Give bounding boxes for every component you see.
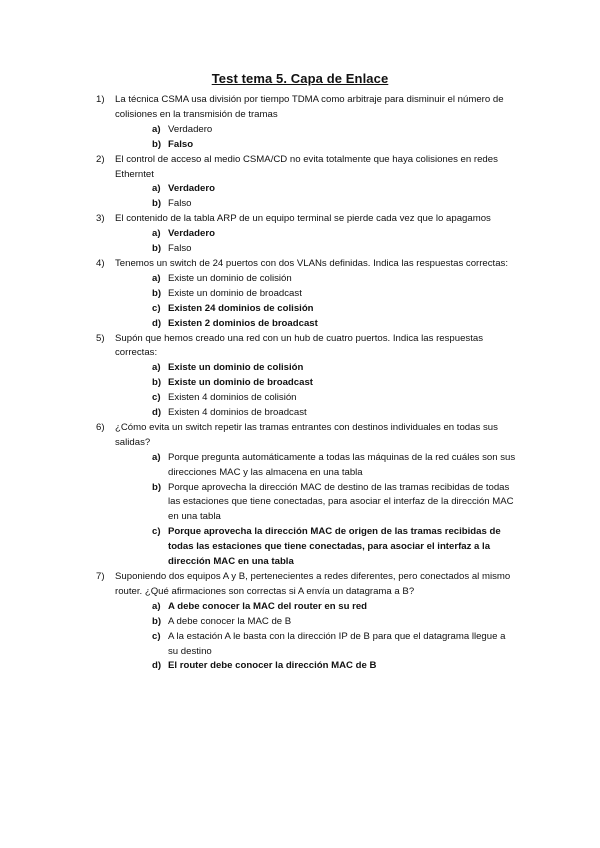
option-d (115, 406, 516, 421)
option-list (115, 182, 516, 212)
question-5 (96, 332, 516, 421)
question-7 (96, 570, 516, 674)
option-text: Existe un dominio de broadcast (168, 377, 313, 389)
question-text: Suponiendo dos equipos A y B, pertenecientes a redes diferentes, pero conectados al mismo router. ¿Qué afirmaciones son correctas si A envía un datagrama a B? (115, 571, 511, 597)
option-text: Porque aprovecha la dirección MAC de destino de las tramas recibidas de todas las estaciones que tiene conectadas, para asociar el interfaz de la dirección MAC en una tabla (168, 481, 514, 523)
option-letter: b) (152, 615, 162, 627)
question-text: ¿Cómo evita un switch repetir las tramas entrantes con destinos individuales en todas sus salidas? (115, 421, 498, 448)
option-c (115, 302, 516, 317)
option-text: El router debe conocer la dirección MAC de B (168, 660, 377, 672)
document-title: Test tema 5. Capa de Enlace (211, 71, 389, 86)
question-1 (96, 93, 516, 153)
question-text: La técnica CSMA usa división por tiempo TDMA como arbitraje para disminuir el número de colisiones en la transmisión de tramas (115, 94, 504, 120)
question-number: 1) (96, 94, 105, 105)
question-number: 2) (96, 153, 105, 165)
option-text: Existe un dominio de colisión (168, 362, 304, 374)
option-b (115, 138, 516, 153)
option-a (115, 600, 516, 615)
option-list (115, 361, 516, 421)
option-text: A debe conocer la MAC del router en su red (168, 600, 368, 612)
question-2 (96, 153, 516, 213)
question-number: 3) (96, 213, 105, 225)
option-c (115, 391, 516, 406)
option-c (115, 630, 516, 660)
option-letter: d) (152, 660, 162, 672)
question-number: 5) (96, 332, 105, 344)
question-3 (96, 212, 516, 257)
option-letter: d) (152, 317, 162, 329)
question-list (96, 93, 516, 674)
option-b (115, 197, 516, 212)
option-letter: b) (152, 198, 162, 210)
question-6 (96, 421, 516, 570)
option-text: Porque pregunta automáticamente a todas las máquinas de la red cuáles son sus direcciones MAC y las almacena en una tabla (168, 451, 516, 478)
option-list (115, 227, 516, 257)
option-letter: c) (152, 392, 161, 404)
option-text: Falso (168, 243, 192, 255)
option-d (115, 317, 516, 332)
option-letter: b) (152, 243, 162, 255)
option-letter: b) (152, 287, 162, 299)
option-list (115, 123, 516, 153)
option-text: Existe un dominio de broadcast (168, 287, 302, 299)
option-a (115, 451, 516, 481)
option-c (115, 525, 516, 570)
option-text: A la estación A le basta con la dirección IP de B para que el datagrama llegue a su destino (168, 630, 506, 657)
question-number: 6) (96, 421, 105, 433)
option-a (115, 182, 516, 197)
option-b (115, 615, 516, 630)
option-b (115, 376, 516, 391)
option-letter: c) (152, 302, 161, 314)
question-number: 4) (96, 257, 105, 269)
option-text: Verdadero (168, 228, 215, 240)
option-b (115, 481, 516, 526)
option-letter: a) (152, 451, 161, 463)
question-text: Tenemos un switch de 24 puertos con dos VLANs definidas. Indica las respuestas correctas: (115, 257, 509, 269)
option-letter: b) (152, 138, 162, 150)
option-list (115, 272, 516, 332)
option-letter: c) (152, 630, 161, 642)
option-list (115, 600, 516, 675)
option-letter: a) (152, 272, 161, 284)
option-letter: a) (152, 362, 161, 374)
option-letter: a) (152, 183, 161, 195)
option-text: A debe conocer la MAC de B (168, 615, 292, 627)
option-text: Existen 24 dominios de colisión (168, 302, 314, 314)
question-4 (96, 257, 516, 332)
option-a (115, 272, 516, 287)
option-a (115, 123, 516, 138)
question-text: El contenido de la tabla ARP de un equipo terminal se pierde cada vez que lo apagamos (115, 213, 491, 225)
question-text: El control de acceso al medio CSMA/CD no evita totalmente que haya colisiones en redes Etherntet (115, 153, 498, 180)
option-d (115, 659, 516, 674)
option-letter: d) (152, 407, 162, 419)
option-text: Existe un dominio de colisión (168, 272, 292, 284)
option-text: Verdadero (168, 183, 215, 195)
option-letter: b) (152, 481, 162, 493)
option-b (115, 287, 516, 302)
option-text: Verdadero (168, 123, 213, 135)
option-text: Existen 4 dominios de colisión (168, 392, 297, 404)
option-text: Falso (168, 198, 192, 210)
option-a (115, 227, 516, 242)
option-letter: a) (152, 600, 161, 612)
option-list (115, 451, 516, 570)
option-text: Porque aprovecha la dirección MAC de origen de las tramas recibidas de todas las estaciones que tiene conectadas, para asociar el interfaz a la dirección MAC en una tabla (168, 526, 501, 568)
option-letter: c) (152, 526, 161, 538)
question-text: Supón que hemos creado una red con un hub de cuatro puertos. Indica las respuestas correctas: (115, 332, 484, 359)
question-number: 7) (96, 571, 105, 582)
option-letter: a) (152, 228, 161, 240)
option-text: Existen 4 dominios de broadcast (168, 407, 307, 419)
option-text: Existen 2 dominios de broadcast (168, 317, 318, 329)
option-text: Falso (168, 138, 194, 150)
option-b (115, 242, 516, 257)
option-letter: a) (152, 123, 161, 135)
option-letter: b) (152, 377, 162, 389)
option-a (115, 361, 516, 376)
